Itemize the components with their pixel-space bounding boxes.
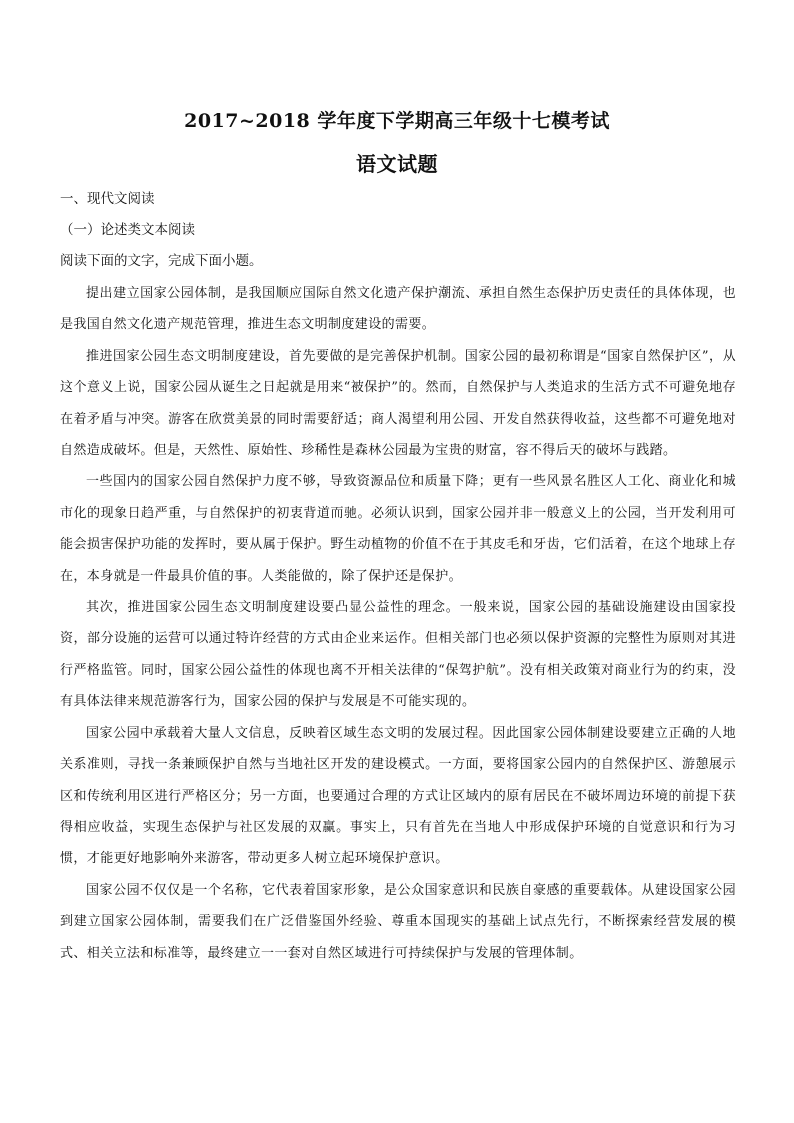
document-subtitle: 语文试题 xyxy=(356,152,438,176)
paragraph-5: 国家公园中承载着大量人文信息，反映着区域生态文明的发展过程。因此国家公园体制建设要建立正确的人地关系准则，寻找一条兼顾保护自然与当地社区开发的建设模式。一方面，要将国家公园内的自然保护区、游憩展示区和传统利用区进行严格区分；另一方面，也要通过合理的方式让区域内的原有居民在不破坏周边环境的前提下获得相应收益，实现生态保护与社区发展的双赢。事实上，只有首先在当地人中形成保护环境的自觉意识和行为习惯，才能更好地影响外来游客，带动更多人树立起环境保护意识。 xyxy=(60,725,736,867)
paragraph-2: 推进国家公园生态文明制度建设，首先要做的是完善保护机制。国家公园的最初称谓是“国家自然保护区”，从这个意义上说，国家公园从诞生之日起就是用来“被保护”的。然而，自然保护与人类追求的生活方式不可避免地存在着矛盾与冲突。游客在欣赏美景的同时需要舒适；商人渴望利用公园、开发自然获得收益，这些都不可避免地对自然造成破坏。但是，天然性、原始性、珍稀性是森林公园最为宝贵的财富，容不得后天的破坏与践踏。 xyxy=(60,348,736,459)
paragraph-4: 其次，推进国家公园生态文明制度建设要凸显公益性的理念。一般来说，国家公园的基础设施建设由国家投资，部分设施的运营可以通过特许经营的方式由企业来运作。但相关部门也必须以保护资源的完整性为原则对其进行严格监管。同时，国家公园公益性的体现也离不开相关法律的“保驾护航”。没有相关政策对商业行为的约束，没有具体法律来规范游客行为，国家公园的保护与发展是不可能实现的。 xyxy=(60,600,736,710)
section-heading: 一、现代文阅读 xyxy=(60,191,155,207)
paragraph-1: 提出建立国家公园体制，是我国顺应国际自然文化遗产保护潮流、承担自然生态保护历史责任的具体体现，也是我国自然文化遗产规范管理，推进生态文明制度建设的需要。 xyxy=(60,286,736,333)
article-body xyxy=(60,278,736,969)
subsection-heading: （一）论述类文本阅读 xyxy=(60,222,195,238)
paragraph-3: 一些国内的国家公园自然保护力度不够，导致资源品位和质量下降；更有一些风景名胜区人工化、商业化和城市化的现象日趋严重，与自然保护的初衷背道而驰。必须认识到，国家公园并非一般意义上的公园，当开发利用可能会损害保护功能的发挥时，要从属于保护。野生动植物的价值不在于其皮毛和牙齿，它们活着，在这个地球上存在，本身就是一件最具价值的事。人类能做的，除了保护还是保护。 xyxy=(60,474,736,584)
paragraph-6: 国家公园不仅仅是一个名称，它代表着国家形象，是公众国家意识和民族自豪感的重要载体。从建设国家公园到建立国家公园体制，需要我们在广泛借鉴国外经验、尊重本国现实的基础上试点先行，不断探索经营发展的模式、相关立法和标准等，最终建立一一套对自然区域进行可持续保护与发展的管理体制。 xyxy=(60,882,736,961)
document-title: 2017~2018 学年度下学期高三年级十七模考试 xyxy=(184,110,610,132)
reading-instruction: 阅读下面的文字，完成下面小题。 xyxy=(60,253,263,269)
